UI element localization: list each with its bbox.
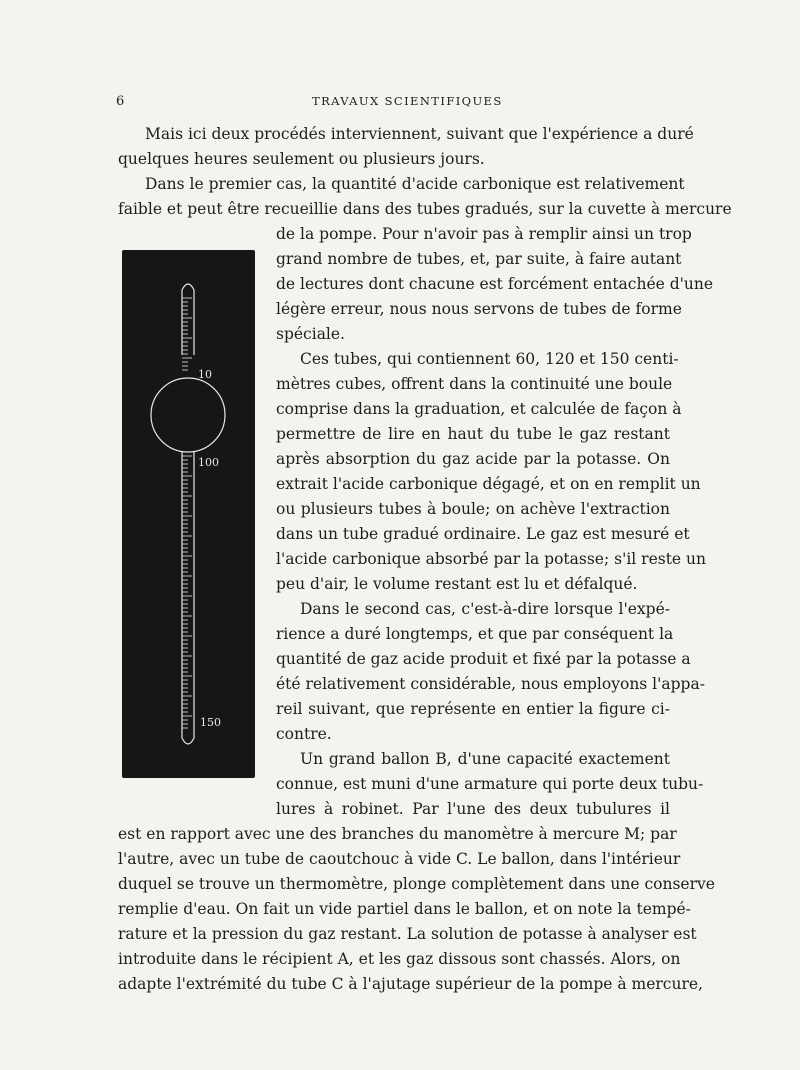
text-line: quantité de gaz acide produit et fixé par la potasse a (276, 650, 691, 668)
text-line: l'autre, avec un tube de caoutchouc à vide C. Le ballon, dans l'intérieur (118, 850, 681, 868)
text-line: lures à robinet. Par l'une des deux tubulures il (276, 800, 670, 818)
text-line: été relativement considérable, nous employons l'appa- (276, 675, 705, 693)
text-line: connue, est muni d'une armature qui porte deux tubu- (276, 775, 704, 793)
text-line: quelques heures seulement ou plusieurs jours. (118, 150, 485, 168)
text-line: de lectures dont chacune est forcément entachée d'une (276, 275, 714, 293)
text-line: Un grand ballon B, d'une capacité exactement (300, 750, 670, 768)
page-number: 6 (116, 94, 125, 109)
text-line: Dans le premier cas, la quantité d'acide carbonique est relativement (145, 175, 685, 193)
text-line: ou plusieurs tubes à boule; on achève l'extraction (276, 500, 670, 518)
text-line: légère erreur, nous nous servons de tubes de forme (276, 300, 682, 318)
text-line: Mais ici deux procédés interviennent, suivant que l'expérience a duré (145, 125, 694, 143)
text-line: adapte l'extrémité du tube C à l'ajutage supérieur de la pompe à mercure, (118, 975, 703, 993)
text-line: duquel se trouve un thermomètre, plonge complètement dans une conserve (118, 875, 715, 893)
graduated-tube-illustration (122, 250, 255, 778)
text-line: grand nombre de tubes, et, par suite, à faire autant (276, 250, 682, 268)
text-line: introduite dans le récipient A, et les gaz dissous sont chassés. Alors, on (118, 950, 681, 968)
running-title: TRAVAUX SCIENTIFIQUES (312, 94, 503, 108)
text-line: est en rapport avec une des branches du manomètre à mercure M; par (118, 825, 677, 843)
tube-label-150: 150 (200, 716, 221, 729)
text-line: reil suivant, que représente en entier la figure ci- (276, 700, 670, 718)
tube-figure (122, 250, 255, 778)
text-line: comprise dans la graduation, et calculée de façon à (276, 400, 682, 418)
text-line: rature et la pression du gaz restant. La solution de potasse à analyser est (118, 925, 697, 943)
text-line: dans un tube gradué ordinaire. Le gaz est mesuré et (276, 525, 690, 543)
tube-label-10: 10 (198, 368, 212, 381)
text-line: peu d'air, le volume restant est lu et défalqué. (276, 575, 638, 593)
text-line: mètres cubes, offrent dans la continuité une boule (276, 375, 673, 393)
text-line: de la pompe. Pour n'avoir pas à remplir ainsi un trop (276, 225, 692, 243)
text-line: Dans le second cas, c'est-à-dire lorsque l'expé- (300, 600, 670, 618)
tube-label-100: 100 (198, 456, 219, 469)
text-line: l'acide carbonique absorbé par la potasse; s'il reste un (276, 550, 706, 568)
text-line: extrait l'acide carbonique dégagé, et on en remplit un (276, 475, 701, 493)
text-line: contre. (276, 725, 332, 743)
text-line: rience a duré longtemps, et que par conséquent la (276, 625, 674, 643)
text-line: Ces tubes, qui contiennent 60, 120 et 150 centi- (300, 350, 679, 368)
text-line: permettre de lire en haut du tube le gaz restant (276, 425, 670, 443)
text-line: remplie d'eau. On fait un vide partiel dans le ballon, et on note la tempé- (118, 900, 691, 918)
text-line: faible et peut être recueillie dans des tubes gradués, sur la cuvette à mercure (118, 200, 732, 218)
text-line: spéciale. (276, 325, 345, 343)
text-line: après absorption du gaz acide par la potasse. On (276, 450, 670, 468)
